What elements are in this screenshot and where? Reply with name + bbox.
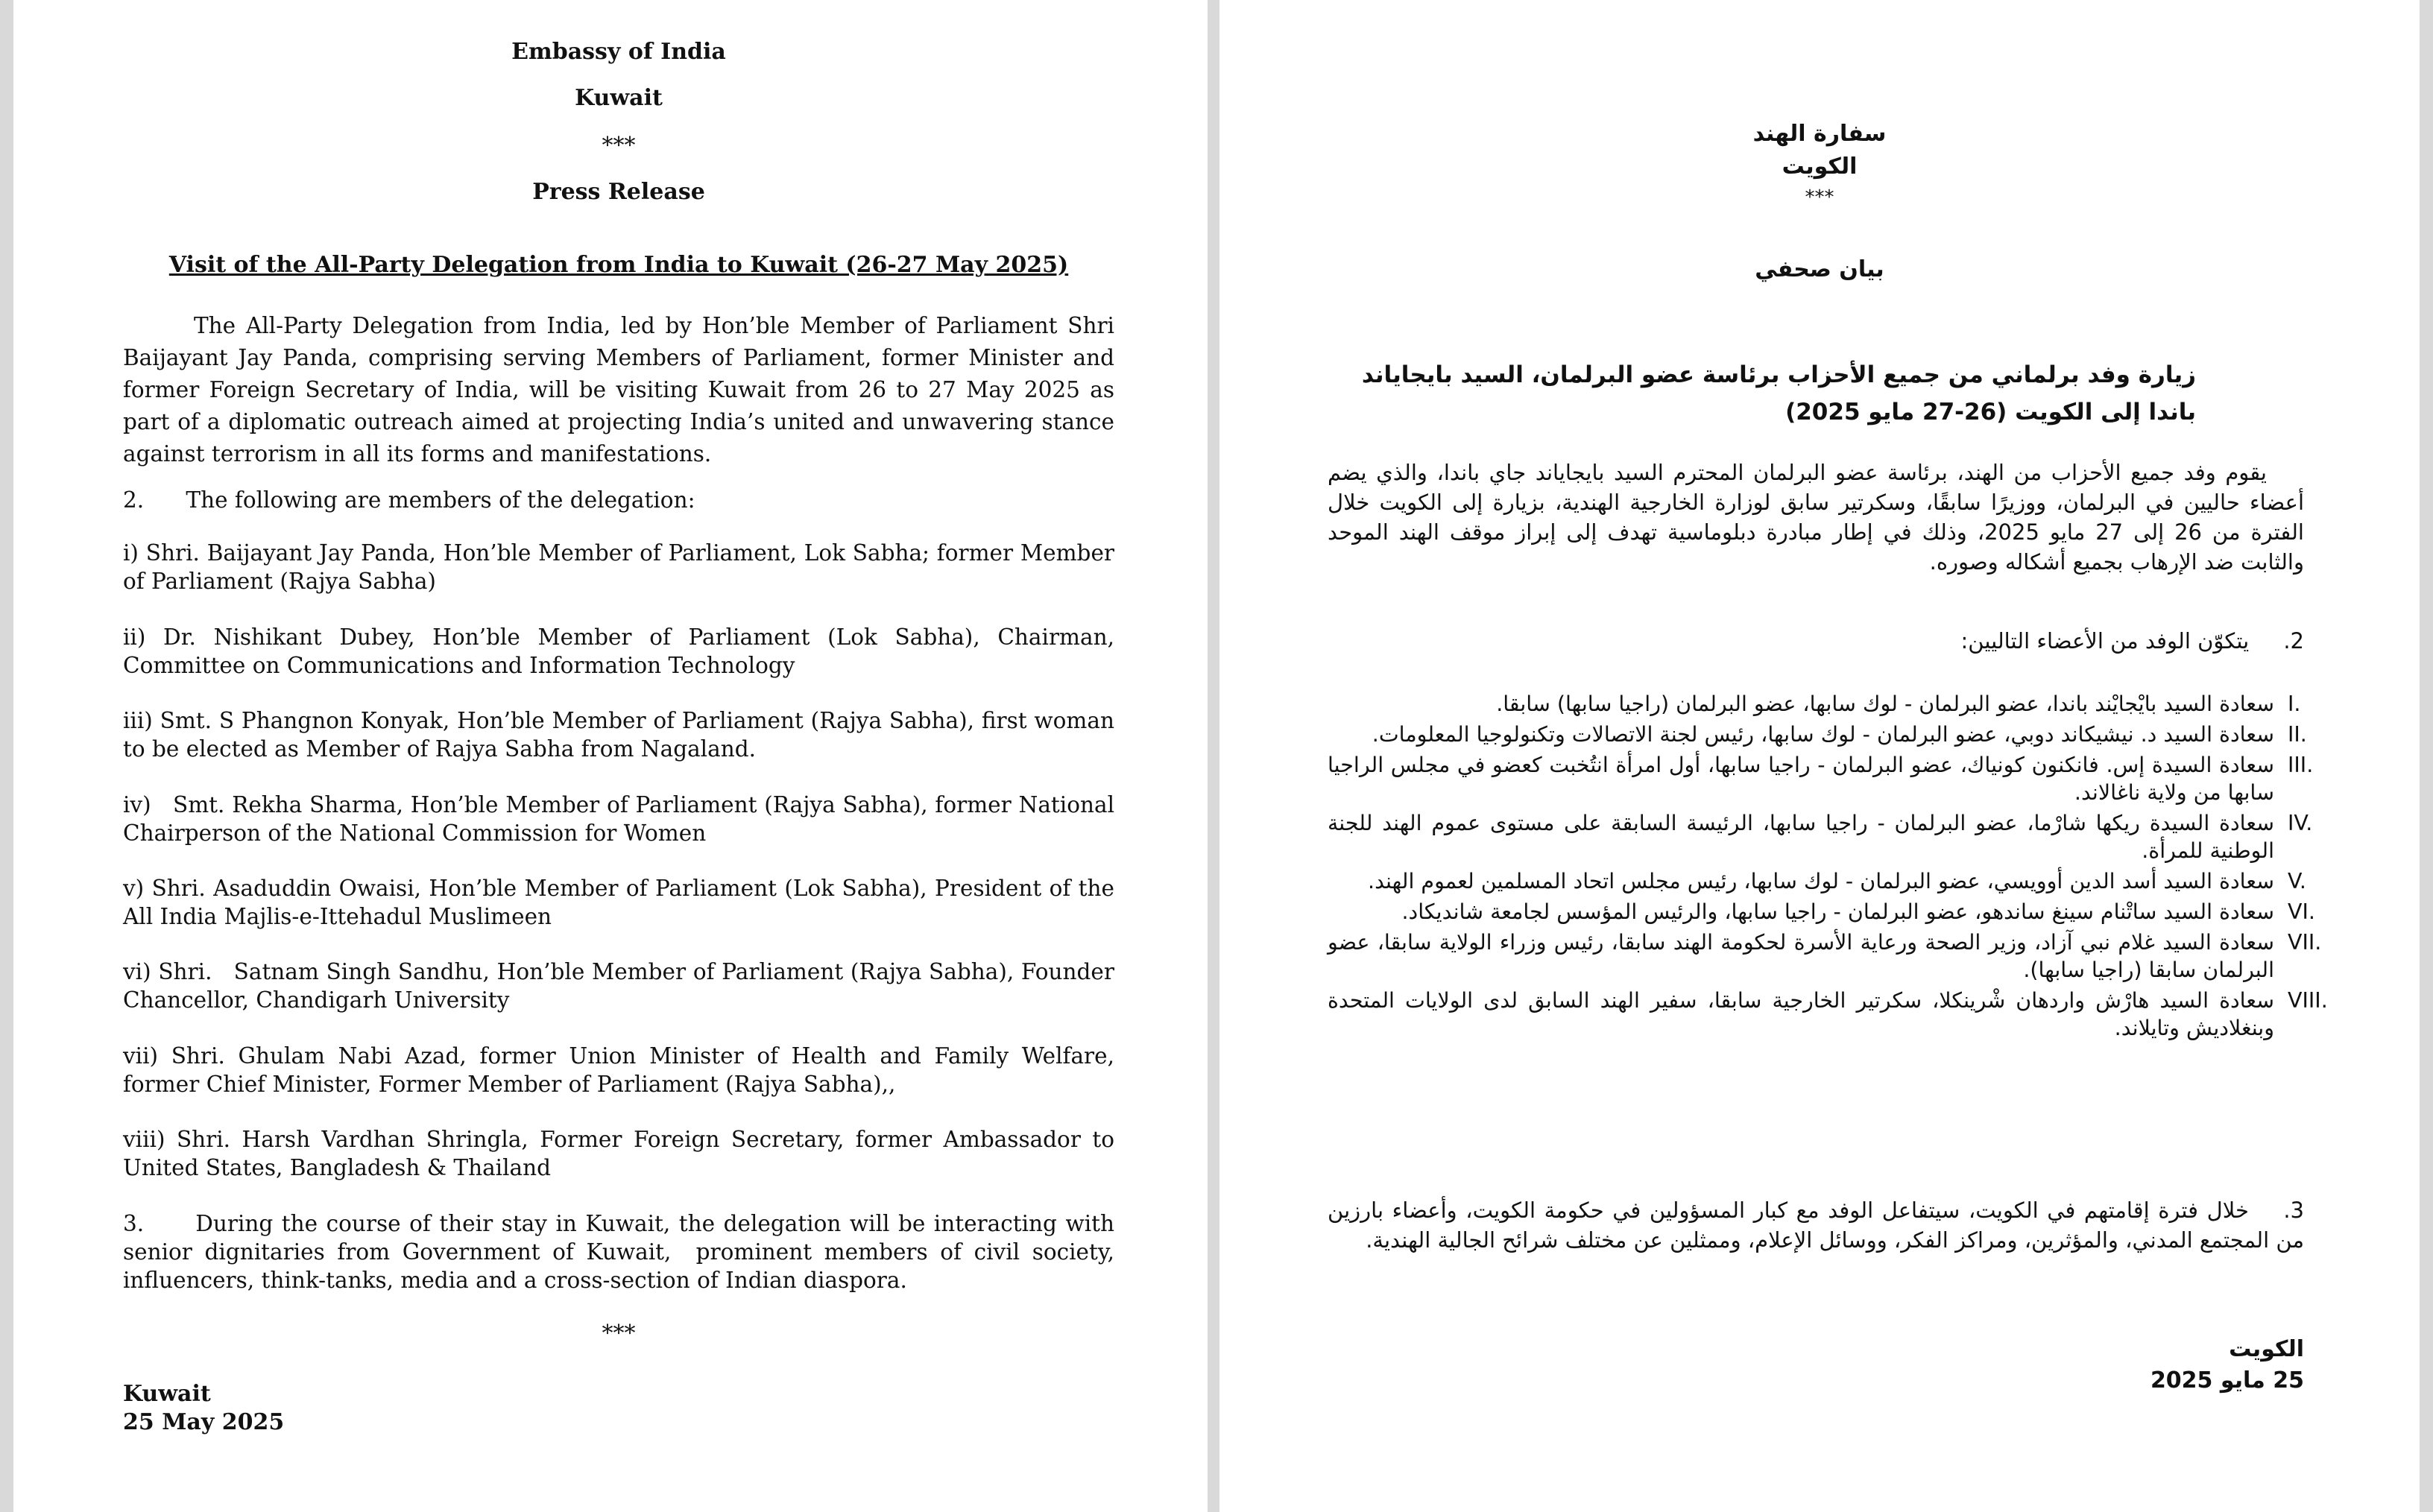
member-number: VI. [2288,899,2315,924]
sign-place: Kuwait [123,1381,211,1407]
member-item: iii) Smt. S Phangnon Konyak, Hon’ble Member of Parliament (Rajya Sabha), first woman to be elected as Member of Rajya Sabha from Nagaland. [123,708,1114,762]
doc-type-heading-ar: بيان صحفي [1755,256,1884,282]
member-text: سعادة السيد غلام نبي آزاد، وزير الصحة ورعاية الأسرة لحكومة الهند سابقا، رئيس وزراء الولاية سابقا، عضو البرلمان سابقا (راجيا سابها). [1328,930,2274,982]
member-item-ar [1328,809,2349,864]
separator-stars: *** [602,133,636,159]
signature-block-ar [1328,1334,2304,1396]
member-item: i) Shri. Baijayant Jay Panda, Hon’ble Member of Parliament, Lok Sabha; former Member of Parliament (Rajya Sabha) [123,540,1114,594]
member-text: سعادة السيدة ريكها شارْما، عضو البرلمان - راجيا سابها، الرئيسة السابقة على مستوى عموم الهند للجنة الوطنية للمرأة. [1328,811,2274,863]
embassy-heading-ar: سفارة الهند [1752,121,1887,147]
member-text: سعادة السيد هارْش واردهان شْرينكلا، سكرتير الخارجية سابقا، سفير الهند السابق لدى الولايات المتحدة وبنغلاديش وتايلاند. [1328,988,2274,1040]
paragraph-3: 3. During the course of their stay in Kuwait, the delegation will be interacting with senior dignitaries from Government of Kuwait, prominent members of civil society, influencers, think-tanks, media and a cross-section of Indian diaspora. [123,1211,1114,1293]
sign-place-ar: الكويت [2229,1336,2304,1362]
member-text: سعادة السيد أسد الدين أوويسي، عضو البرلمان - لوك سابها، رئيس مجلس اتحاد المسلمين لعموم الهند. [1368,869,2274,893]
sign-date: 25 May 2025 [123,1409,285,1435]
press-release-title: Visit of the All-Party Delegation from India to Kuwait (26-27 May 2025) [168,252,1069,278]
separator-stars-bottom: *** [602,1320,636,1347]
member-text: سعادة السيد د. نيشيكاند دوبي، عضو البرلمان - لوك سابها، رئيس لجنة الاتصالات وتكنولوجيا المعلومات. [1372,722,2274,747]
arabic-press-release-page [1219,0,2420,1512]
member-item-ar [1328,867,2349,895]
sign-date-ar: 25 مايو 2025 [2150,1367,2304,1394]
member-item-ar [1328,690,2349,718]
member-number: V. [2288,869,2306,893]
doc-type-heading: Press Release [532,179,705,205]
city-heading-ar: الكويت [1782,154,1858,180]
member-item: v) Shri. Asaduddin Owaisi, Hon’ble Member of Parliament (Lok Sabha), President of the All India Majlis-e-Ittehadul Muslimeen [123,876,1114,929]
member-item-ar [1328,987,2349,1042]
city-heading: Kuwait [575,85,663,111]
member-item: ii) Dr. Nishikant Dubey, Hon’ble Member of Parliament (Lok Sabha), Chairman, Committee on Communications and Information Technology [123,624,1114,678]
member-item-ar [1328,898,2349,926]
member-number: I. [2288,692,2301,716]
member-number: III. [2288,753,2314,777]
paragraph-2: 2. The following are members of the delegation: [123,487,695,513]
english-press-release-page [13,0,1208,1512]
member-item: iv) Smt. Rekha Sharma, Hon’ble Member of Parliament (Rajya Sabha), former National Chairperson of the National Commission for Women [123,792,1114,846]
member-item-ar [1328,751,2349,806]
member-item: vii) Shri. Ghulam Nabi Azad, former Union Minister of Health and Family Welfare, former Chief Minister, Former Member of Parliament (Rajya Sabha),, [123,1043,1114,1097]
member-number: VIII. [2288,988,2328,1013]
paragraph-2-ar: 2. يتكوّن الوفد من الأعضاء التاليين: [1960,628,2304,654]
signature-block [123,1380,1114,1437]
press-release-title-ar: زيارة وفد برلماني من جميع الأحزاب برئاسة عضو البرلمان، السيد بايجاياند باندا إلى الكويت (26-27 مايو 2025) [1361,361,2196,426]
member-item: vi) Shri. Satnam Singh Sandhu, Hon’ble Member of Parliament (Rajya Sabha), Founder Chancellor, Chandigarh University [123,959,1114,1013]
member-text: سعادة السيد ساتْنام سينغ ساندهو، عضو البرلمان - راجيا سابها، والرئيس المؤسس لجامعة شانديكاد. [1401,899,2274,924]
member-number: VII. [2288,930,2322,955]
member-item: viii) Shri. Harsh Vardhan Shringla, Former Foreign Secretary, former Ambassador to United States, Bangladesh & Thailand [123,1127,1114,1180]
paragraph-1: The All-Party Delegation from India, led by Hon’ble Member of Parliament Shri Baijayant Jay Panda, comprising serving Members of Parliament, former Minister and former Foreign Secretary of India, will be visiting Kuwait from 26 to 27 May 2025 as part of a diplomatic outreach aimed at projecting India’s united and unwavering stance against terrorism in all its forms and manifestations. [123,313,1114,466]
member-item-ar [1328,929,2349,984]
member-text: سعادة السيد بايْجايْند باندا، عضو البرلمان - لوك سابها، عضو البرلمان (راجيا سابها) سابقا. [1496,692,2274,716]
member-item-ar [1328,721,2349,748]
paragraph-3-ar: 3. خلال فترة إقامتهم في الكويت، سيتفاعل الوفد مع كبار المسؤولين في حكومة الكويت، وأعضاء بارزين من المجتمع المدني، والمؤثرين، ومراكز الفكر، ووسائل الإعلام، وممثلين عن مختلف شرائح الجالية الهندية. [1328,1198,2304,1253]
paragraph-1-ar: يقوم وفد جميع الأحزاب من الهند، برئاسة عضو البرلمان المحترم السيد بايجاياند جاي باندا، والذي يضم أعضاء حاليين في البرلمان، ووزيرًا سابقًا، وسكرتير سابق لوزارة الخارجية الهندية، بزيارة إلى الكويت خلال الفترة من 26 إلى 27 مايو 2025، وذلك في إطار مبادرة دبلوماسية تهدف إلى إبراز موقف الهند الموحد والثابت ضد الإرهاب بجميع أشكاله وصوره. [1328,460,2304,575]
member-number: II. [2288,722,2307,747]
embassy-heading: Embassy of India [511,39,726,65]
member-number: IV. [2288,811,2313,835]
separator-stars-ar: *** [1805,186,1834,209]
member-list-ar [1328,690,2349,1045]
member-text: سعادة السيدة إس. فانكنون كونياك، عضو البرلمان - راجيا سابها، أول امرأة انتُخبت كعضو في مجلس الراجيا سابها من ولاية ناغالاند. [1328,753,2274,805]
